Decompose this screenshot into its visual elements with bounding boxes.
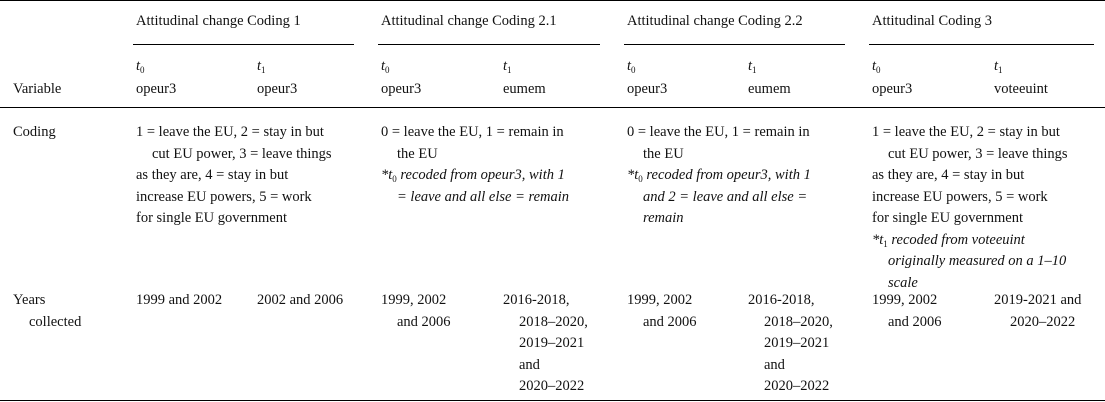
years-coding-2-1-t0: 1999, 2002 and 2006 (381, 292, 451, 330)
variable-header: Variable (13, 81, 62, 97)
time-label-t0: $t_0$ (627, 58, 636, 75)
coding-1-description: 1 = leave the EU, 2 = stay in but cut EU power, 3 = leave things as they are, 4 = stay in but increase EU powers, 5 = work for single EU government (136, 124, 332, 226)
coding-2-2-note: $*t_0$ recoded from opeur3, with 1 (627, 167, 811, 184)
coding-3-note: $*t_1$ recoded from voteeuint (872, 231, 1025, 249)
time-label-t1: $t_1$ (257, 58, 266, 75)
header-rule (0, 107, 1105, 108)
time-label-t0: $t_0$ (136, 58, 145, 75)
years-coding-1-t0: 1999 and 2002 (136, 292, 223, 308)
coding-2-1-note: $*t_0$ recoded from opeur3, with 1 (381, 167, 565, 184)
group-rule-1 (133, 44, 354, 45)
coding-2-1-description: 0 = leave the EU, 1 = remain in the EU $*t_0$ recoded from opeur3, with 1 = leave and all else = remain (381, 124, 570, 205)
time-label-t0: $t_0$ (872, 58, 881, 75)
years-coding-2-2-t1: 2016-2018, 2018–2020, 2019–2021 and 2020–2022 (748, 292, 833, 394)
years-coding-1-t1: 2002 and 2006 (257, 292, 344, 308)
time-label-t0: $t_0$ (381, 58, 390, 75)
group-rule-2 (378, 44, 600, 45)
group-header-coding-3: Attitudinal Coding 3 (872, 13, 993, 29)
group-header-coding-1: Attitudinal change Coding 1 (136, 13, 301, 29)
time-label-t1: $t_1$ (503, 58, 512, 75)
variable-name: opeur3 (627, 81, 668, 97)
bottom-rule (0, 400, 1105, 401)
group-header-coding-2-1: Attitudinal change Coding 2.1 (381, 13, 557, 29)
years-coding-3-t0: 1999, 2002 and 2006 (872, 292, 942, 330)
variable-name: voteeuint (994, 81, 1048, 97)
group-rule-3 (624, 44, 845, 45)
coding-3-description: 1 = leave the EU, 2 = stay in but cut EU power, 3 = leave things as they are, 4 = stay in but increase EU powers, 5 = work for single EU government $*t_1$ recoded from voteeuint originally measured on a 1–10 scale (872, 124, 1068, 291)
row-label-years: Years collected (13, 292, 82, 330)
years-coding-2-2-t0: 1999, 2002 and 2006 (627, 292, 697, 330)
variable-name: opeur3 (257, 81, 298, 97)
years-coding-3-t1: 2019-2021 and 2020–2022 (994, 292, 1082, 330)
variable-name: opeur3 (381, 81, 422, 97)
variable-name: eumem (748, 81, 791, 97)
coding-2-2-description: 0 = leave the EU, 1 = remain in the EU $*t_0$ recoded from opeur3, with 1 and 2 = leave and all else = remain (627, 124, 811, 226)
variable-name: eumem (503, 81, 546, 97)
variable-name: opeur3 (136, 81, 177, 97)
time-label-t1: $t_1$ (748, 58, 757, 75)
time-label-t1: $t_1$ (994, 58, 1003, 75)
years-coding-2-1-t1: 2016-2018, 2018–2020, 2019–2021 and 2020–2022 (503, 292, 588, 394)
variable-name: opeur3 (872, 81, 913, 97)
top-rule (0, 0, 1105, 1)
group-header-coding-2-2: Attitudinal change Coding 2.2 (627, 13, 803, 29)
group-rule-4 (869, 44, 1094, 45)
row-label-coding: Coding (13, 124, 56, 140)
